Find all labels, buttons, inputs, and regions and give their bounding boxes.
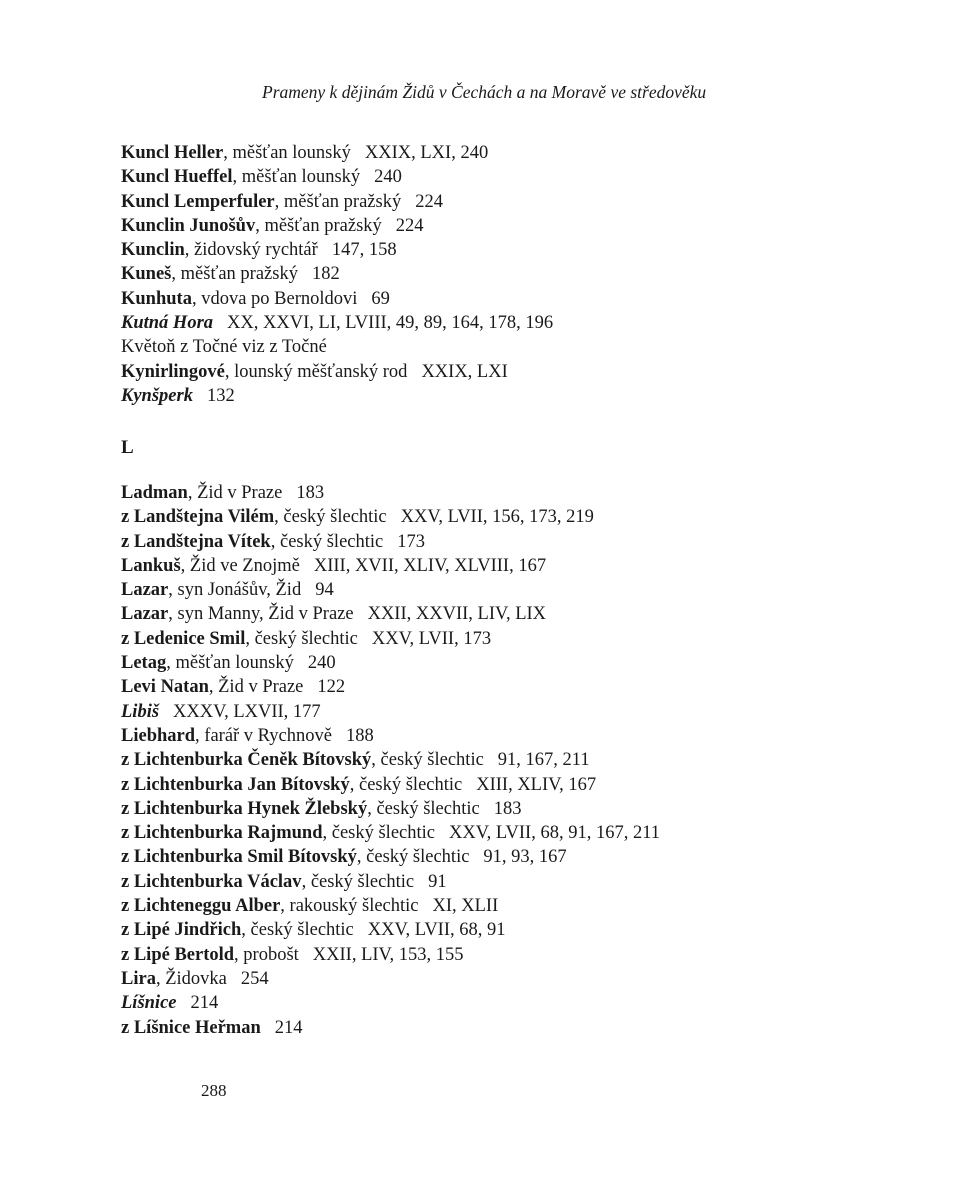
entry-name: Lazar <box>121 604 169 625</box>
entry-name: z Lichtenburka Hynek Žlebský <box>121 798 368 819</box>
entry-name: Lira <box>121 968 156 989</box>
entry-description: , český šlechtic <box>301 871 415 892</box>
entry-page-refs: 173 <box>397 531 425 552</box>
entry-description: , farář v Rychnově <box>195 725 332 746</box>
section-letter-l: L <box>121 437 134 458</box>
index-entry <box>121 481 921 505</box>
entry-description: , český šlechtic <box>270 531 384 552</box>
entry-page-refs: XX, XXVI, LI, LVIII, 49, 89, 164, 178, 196 <box>227 313 554 334</box>
entry-page-refs: XXV, LVII, 156, 173, 219 <box>400 507 594 528</box>
entry-description: , židovský rychtář <box>184 240 318 261</box>
entry-name: Lankuš <box>121 555 181 576</box>
entry-page-refs: XI, XLII <box>432 896 499 917</box>
entry-page-refs: XXII, XXVII, LIV, LIX <box>367 604 547 625</box>
index-entry <box>121 845 921 869</box>
index-entry <box>121 165 921 189</box>
entry-page-refs: 188 <box>345 725 374 746</box>
index-block-l <box>121 481 921 1040</box>
entry-page-refs: XIII, XVII, XLIV, XLVIII, 167 <box>313 555 547 576</box>
entry-description: , Žid v Praze <box>208 677 304 698</box>
entry-name: Kunhuta <box>121 288 192 309</box>
entry-page-refs: 91, 167, 211 <box>497 750 590 771</box>
index-entry <box>121 894 921 918</box>
entry-name: z Lipé Bertold <box>121 944 235 965</box>
entry-description: , lounský měšťanský rod <box>224 361 408 382</box>
index-entry <box>121 700 921 724</box>
entry-description: , český šlechtic <box>241 920 354 941</box>
entry-page-refs: XXV, LVII, 68, 91 <box>367 920 506 941</box>
index-entry <box>121 262 921 286</box>
entry-name: Kuncl Hueffel <box>121 167 233 188</box>
entry-page-refs: 122 <box>317 677 346 698</box>
entry-name: Kuneš <box>121 264 172 285</box>
entry-name: Kutná Hora <box>121 313 214 334</box>
entry-page-refs: 94 <box>315 580 334 601</box>
entry-description: , český šlechtic <box>245 628 358 649</box>
entry-name: Lazar <box>121 580 169 601</box>
entry-page-refs: XIII, XLIV, 167 <box>476 774 597 795</box>
entry-description: , měšťan lounský <box>232 167 361 188</box>
entry-name: Letag <box>121 653 167 674</box>
index-entry <box>121 651 921 675</box>
entry-name: z Lichteneggu Alber <box>121 896 281 917</box>
index-entry <box>121 505 921 529</box>
entry-name: Kynirlingové <box>121 361 225 382</box>
entry-description: , český šlechtic <box>274 507 387 528</box>
entry-name: Kunclin Junošův <box>121 215 256 236</box>
entry-description: , český šlechtic <box>371 750 484 771</box>
index-entry <box>121 748 921 772</box>
entry-page-refs: XXII, LIV, 153, 155 <box>312 944 464 965</box>
entry-page-refs: XXIX, LXI <box>421 361 508 382</box>
index-block-k <box>121 141 921 408</box>
entry-page-refs: 91 <box>428 871 447 892</box>
entry-name: z Lichtenburka Rajmund <box>121 823 323 844</box>
index-entry <box>121 530 921 554</box>
index-entry <box>121 554 921 578</box>
entry-name: z Lichtenburka Jan Bítovský <box>121 774 350 795</box>
index-entry <box>121 821 921 845</box>
entry-description: , Židovka <box>155 968 227 989</box>
entry-description: , syn Jonášův, Žid <box>168 580 302 601</box>
index-entry <box>121 724 921 748</box>
entry-description: , syn Manny, Žid v Praze <box>168 604 354 625</box>
entry-page-refs: 91, 93, 167 <box>483 847 567 868</box>
entry-name: Líšnice <box>121 993 177 1014</box>
entry-name: Levi Natan <box>121 677 209 698</box>
index-entry <box>121 287 921 311</box>
page-number: 288 <box>201 1081 227 1100</box>
entry-page-refs: 183 <box>493 798 522 819</box>
index-entry <box>121 335 921 359</box>
index-entry <box>121 141 921 165</box>
entry-description: , český šlechtic <box>356 847 470 868</box>
index-entry <box>121 1016 921 1040</box>
entry-name: z Lipé Jindřich <box>121 920 242 941</box>
entry-page-refs: 132 <box>206 385 235 406</box>
index-entry <box>121 967 921 991</box>
entry-description: , vdova po Bernoldovi <box>191 288 358 309</box>
entry-name: z Lichtenburka Smil Bítovský <box>121 847 357 868</box>
entry-name: Kuncl Heller <box>121 143 224 163</box>
entry-description: , měšťan pražský <box>255 215 382 236</box>
entry-page-refs: 224 <box>415 191 443 212</box>
index-entry <box>121 991 921 1015</box>
entry-page-refs: 224 <box>395 215 424 236</box>
entry-page-refs: 69 <box>371 288 390 309</box>
index-entry <box>121 360 921 384</box>
entry-name: z Lichtenburka Václav <box>121 871 302 892</box>
entry-description: , Žid v Praze <box>187 483 283 503</box>
entry-description: , český šlechtic <box>349 774 463 795</box>
index-entry <box>121 602 921 626</box>
entry-page-refs: 214 <box>190 993 219 1014</box>
entry-description: , Žid ve Znojmě <box>180 555 300 576</box>
index-entry <box>121 797 921 821</box>
entry-page-refs: XXV, LVII, 173 <box>371 628 492 649</box>
index-entry <box>121 918 921 942</box>
entry-description: , český šlechtic <box>322 823 435 844</box>
entry-description: , probošt <box>234 944 299 965</box>
index-entry <box>121 627 921 651</box>
entry-page-refs: XXIX, LXI, 240 <box>364 143 489 163</box>
entry-name: z Ledenice Smil <box>121 628 246 649</box>
entry-page-refs: 182 <box>311 264 340 285</box>
entry-page-refs: 147, 158 <box>331 240 397 261</box>
entry-name: Ladman <box>121 483 188 503</box>
entry-name: Libiš <box>121 701 160 722</box>
running-head: Prameny k dějinám Židů v Čechách a na Moravě ve středověku <box>262 82 707 102</box>
index-entry <box>121 675 921 699</box>
entry-page-refs: 254 <box>240 968 269 989</box>
index-entry <box>121 384 921 408</box>
index-entry <box>121 214 921 238</box>
entry-name: z Landštejna Vilém <box>121 507 275 528</box>
entry-name: z Lichtenburka Čeněk Bítovský <box>121 750 372 771</box>
index-entry <box>121 870 921 894</box>
entry-page-refs: 183 <box>296 483 325 503</box>
index-entry <box>121 190 921 214</box>
index-entry <box>121 773 921 797</box>
index-entry <box>121 943 921 967</box>
entry-page-refs: 214 <box>274 1017 303 1038</box>
entry-page-refs: XXXV, LXVII, 177 <box>173 701 321 722</box>
entry-description: , měšťan pražský <box>171 264 298 285</box>
entry-description: , měšťan pražský <box>274 191 402 212</box>
entry-description: Květoň z Točné viz z Točné <box>121 337 327 358</box>
index-entry <box>121 311 921 335</box>
entry-page-refs: 240 <box>307 653 336 674</box>
entry-description: , měšťan lounský <box>166 653 294 674</box>
entry-name: Kunclin <box>121 240 185 261</box>
index-entry <box>121 578 921 602</box>
entry-name: Kuncl Lemperfuler <box>121 191 275 212</box>
entry-description: , měšťan lounský <box>223 143 351 163</box>
entry-name: Liebhard <box>121 725 196 746</box>
index-entry <box>121 238 921 262</box>
entry-page-refs: 240 <box>374 167 402 188</box>
entry-name: z Landštejna Vítek <box>121 531 271 552</box>
entry-description: , rakouský šlechtic <box>280 896 419 917</box>
entry-description: , český šlechtic <box>367 798 480 819</box>
entry-page-refs: XXV, LVII, 68, 91, 167, 211 <box>448 823 661 844</box>
entry-name: Kynšperk <box>121 385 193 406</box>
entry-name: z Líšnice Heřman <box>121 1017 261 1038</box>
